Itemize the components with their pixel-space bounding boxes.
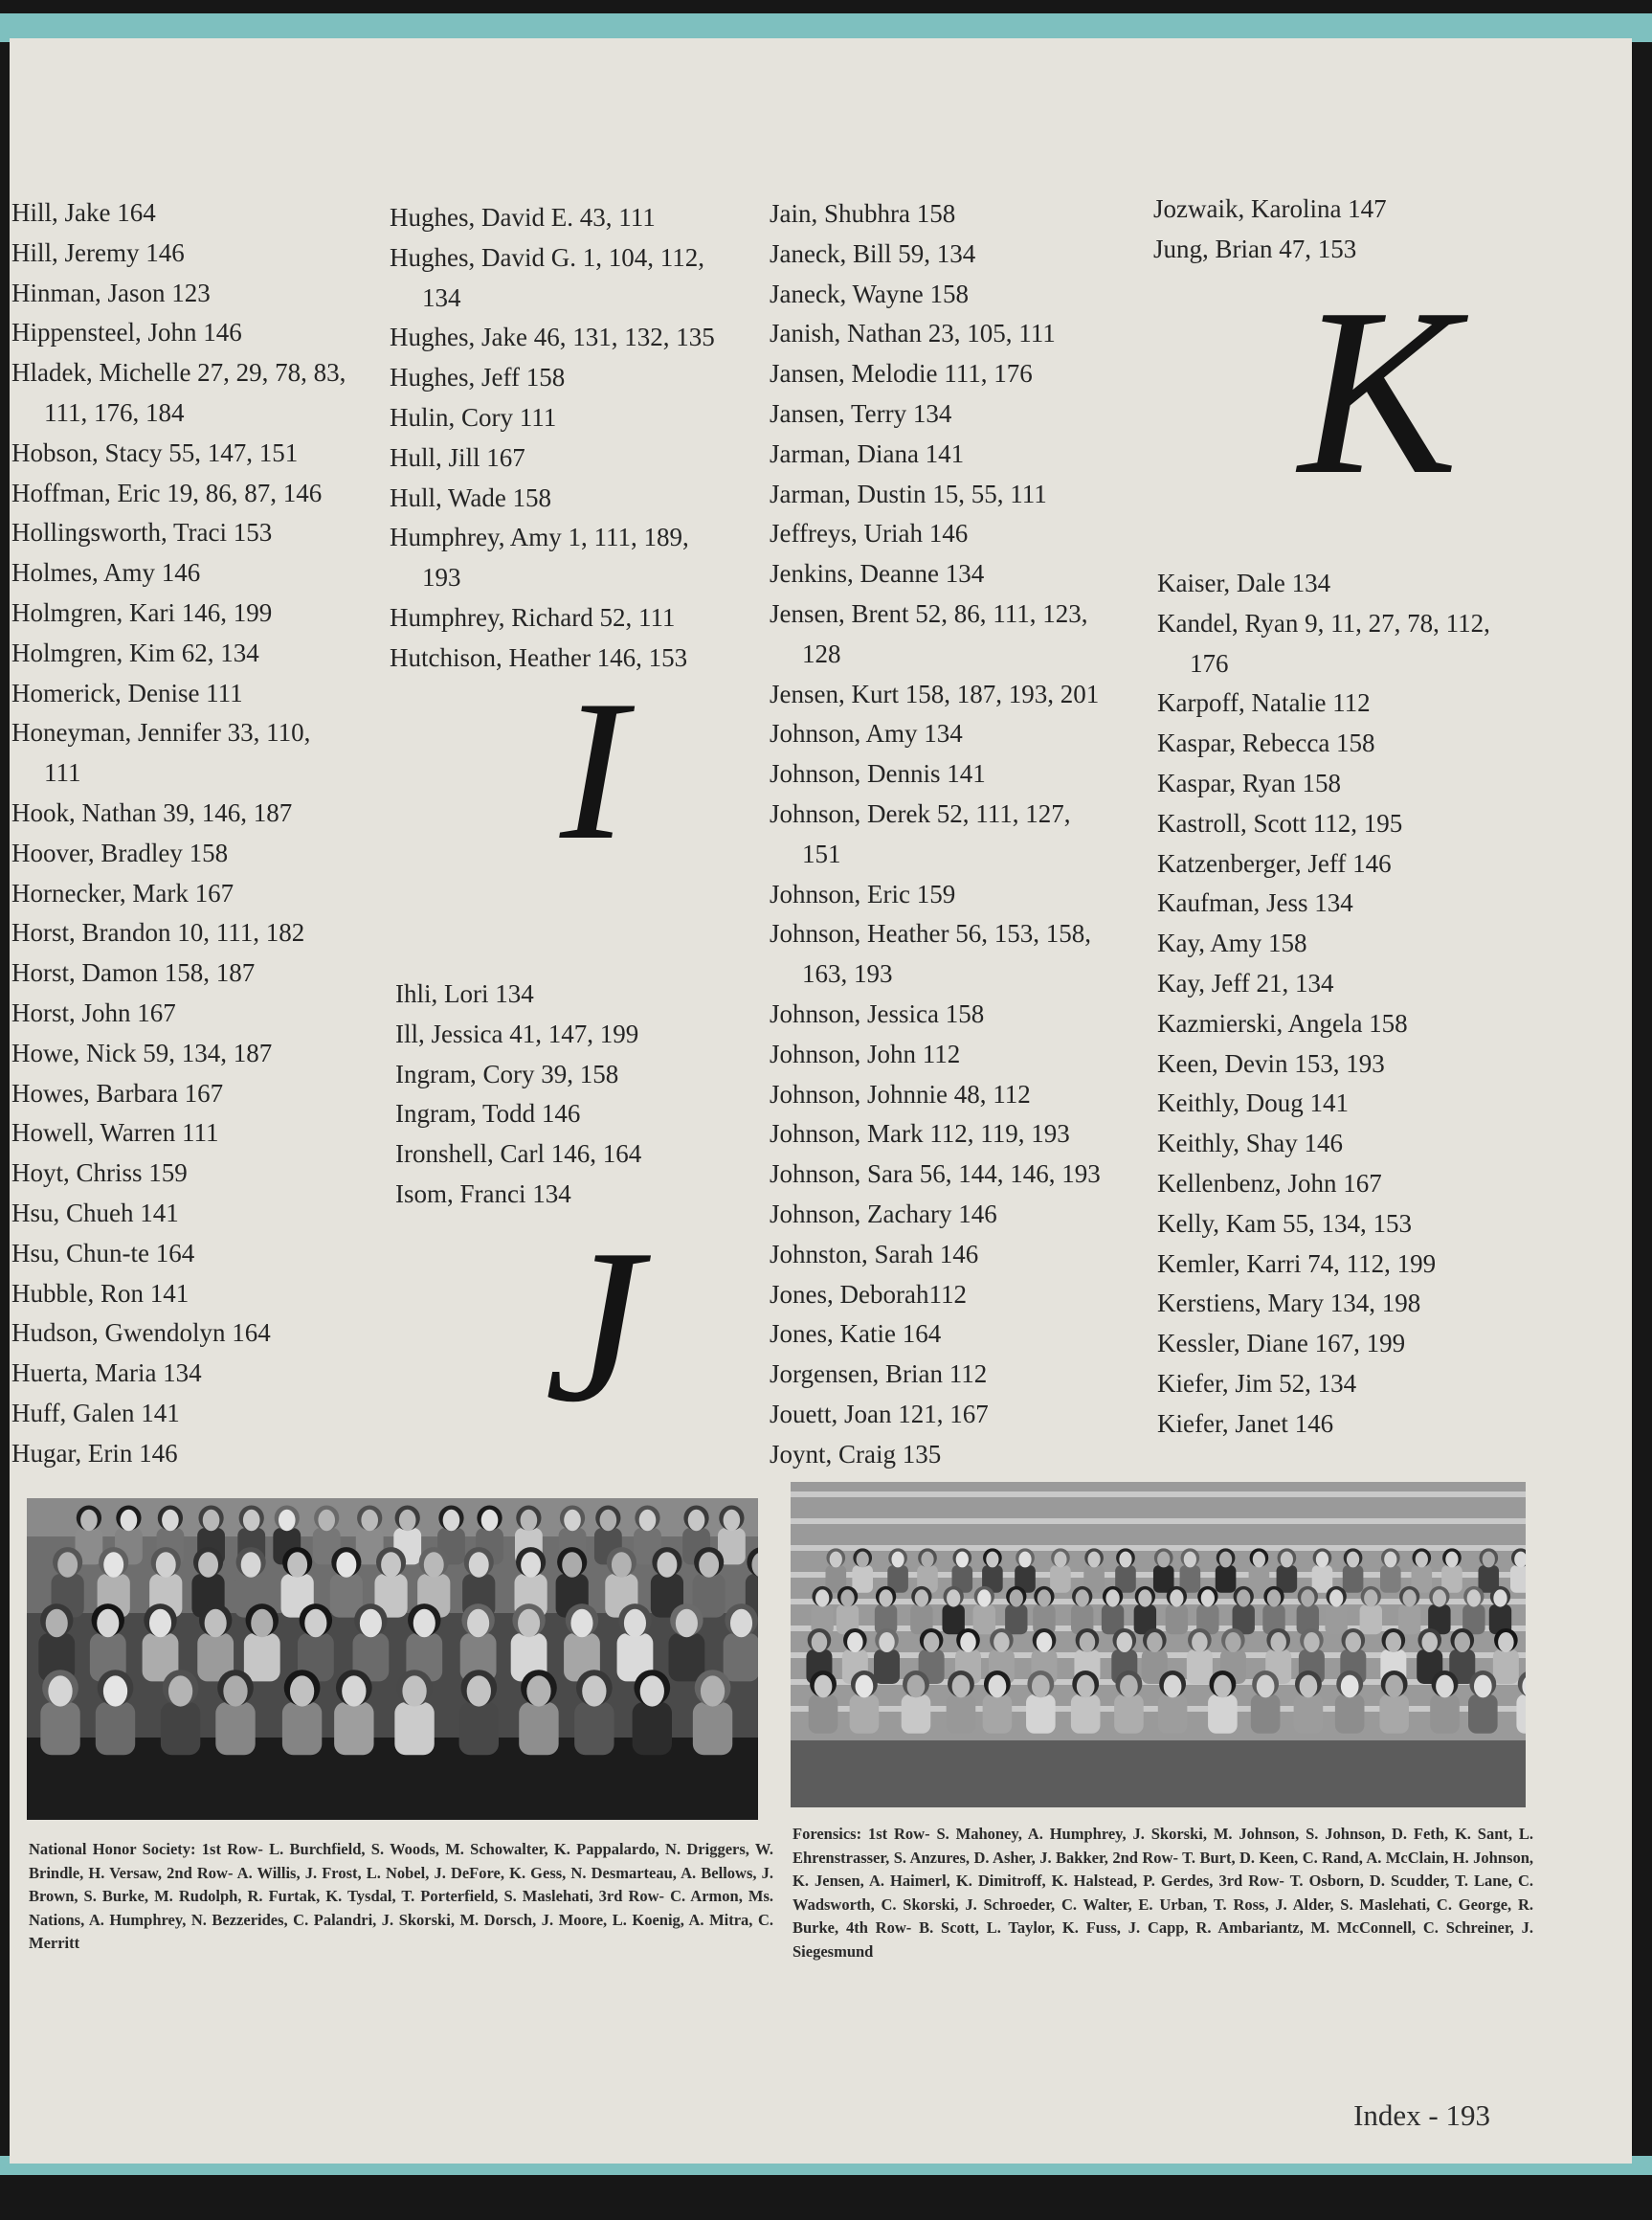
forensics-photo (791, 1482, 1526, 1807)
index-entry-text: Jansen, Melodie 111, 176 (770, 359, 1033, 389)
index-entry-text: Kellenbenz, John 167 (1157, 1168, 1382, 1198)
caption-lead: Forensics: (793, 1825, 862, 1843)
index-entry-text: Hsu, Chun-te 164 (11, 1238, 195, 1267)
index-entry (11, 1313, 346, 1354)
index-entry-text: Hook, Nathan 39, 146, 187 (11, 797, 293, 827)
index-entry-text: Horst, John 167 (11, 998, 176, 1027)
index-entry (770, 275, 1101, 315)
index-entry-text: Howe, Nick 59, 134, 187 (11, 1038, 273, 1067)
index-entry (1157, 1324, 1490, 1364)
index-entry-text: Janeck, Wayne 158 (770, 279, 970, 308)
index-entry-text: Hollingsworth, Traci 153 (11, 518, 273, 548)
index-entry (11, 1274, 346, 1314)
index-entry-continuation: 151 (802, 839, 841, 868)
national-honor-society-photo (27, 1498, 758, 1820)
index-entry (1157, 1124, 1490, 1164)
index-entry-text: Johnson, Derek 52, 111, 127, (770, 798, 1071, 828)
index-column-i (395, 975, 641, 1215)
index-entry-text: Jensen, Brent 52, 86, 111, 123, (770, 598, 1088, 628)
index-entry (770, 1155, 1101, 1195)
index-entry (1157, 1044, 1490, 1085)
index-entry-text: Huerta, Maria 134 (11, 1358, 202, 1388)
index-entry-text: Jansen, Terry 134 (770, 398, 952, 428)
index-entry-text: Humphrey, Richard 52, 111 (390, 602, 676, 632)
index-entry-text: Hull, Jill 167 (390, 442, 525, 472)
index-entry-text: Hill, Jake 164 (11, 198, 156, 227)
index-entry (1157, 564, 1490, 604)
index-entry-text: Janeck, Bill 59, 134 (770, 238, 976, 268)
index-column-h-continued (390, 198, 715, 679)
index-entry (770, 1195, 1101, 1235)
index-entry-text: Ingram, Todd 146 (395, 1099, 581, 1129)
index-entry (390, 518, 715, 598)
index-entry (1157, 1084, 1490, 1124)
index-entry (770, 1035, 1101, 1075)
index-entry-text: Kazmierski, Angela 158 (1157, 1008, 1408, 1038)
index-entry-continuation: 193 (422, 563, 461, 593)
index-entry (770, 514, 1101, 554)
index-entry (11, 474, 346, 514)
index-column-j-continued (1153, 190, 1387, 270)
index-entry (395, 1015, 641, 1055)
index-entry-text: Hinman, Jason 123 (11, 278, 211, 307)
index-entry (11, 994, 346, 1034)
index-entry (11, 313, 346, 353)
index-entry-continuation: 111 (44, 758, 81, 788)
index-entry (770, 435, 1101, 475)
index-entry-text: Hutchison, Heather 146, 153 (390, 642, 688, 672)
index-entry (11, 1354, 346, 1394)
index-entry-text: Hornecker, Mark 167 (11, 878, 234, 908)
index-entry-text: Jarman, Dustin 15, 55, 111 (770, 479, 1047, 508)
index-entry-continuation: 134 (422, 282, 461, 312)
index-entry (770, 754, 1101, 795)
index-entry-text: Homerick, Denise 111 (11, 678, 243, 707)
index-entry (11, 513, 346, 553)
index-entry-text: Johnson, Zachary 146 (770, 1199, 997, 1228)
index-entry-text: Janish, Nathan 23, 105, 111 (770, 319, 1056, 348)
index-entry (390, 318, 715, 358)
index-entry (1157, 844, 1490, 885)
index-entry (1157, 604, 1490, 684)
index-entry-text: Hoover, Bradley 158 (11, 838, 229, 867)
index-entry (770, 1275, 1101, 1315)
index-entry (11, 794, 346, 834)
index-entry (11, 874, 346, 914)
index-column-h (11, 193, 346, 1474)
index-entry-text: Johnston, Sarah 146 (770, 1239, 979, 1268)
index-entry (770, 714, 1101, 754)
index-entry (390, 438, 715, 479)
index-entry-text: Jensen, Kurt 158, 187, 193, 201 (770, 679, 1100, 708)
caption-lead: National Honor Society: (29, 1840, 196, 1858)
index-entry (390, 198, 715, 238)
index-entry-text: Hulin, Cory 111 (390, 402, 557, 432)
section-letter-j: J (544, 1203, 643, 1447)
index-entry-text: Johnson, Amy 134 (770, 719, 963, 749)
index-entry (770, 354, 1101, 394)
index-entry-text: Jones, Katie 164 (770, 1319, 942, 1349)
index-entry (11, 634, 346, 674)
index-entry-text: Hsu, Chueh 141 (11, 1198, 179, 1227)
index-entry-text: Hippensteel, John 146 (11, 318, 242, 348)
index-entry (11, 1113, 346, 1154)
index-entry (1157, 1204, 1490, 1245)
index-entry (770, 1114, 1101, 1155)
index-entry (1157, 884, 1490, 924)
index-entry (11, 1154, 346, 1194)
index-entry-text: Kay, Amy 158 (1157, 929, 1307, 958)
index-entry (1157, 1404, 1490, 1445)
index-entry-continuation: 163, 193 (802, 959, 893, 989)
index-entry (11, 434, 346, 474)
index-entry (1157, 1004, 1490, 1044)
index-entry-text: Holmgren, Kari 146, 199 (11, 597, 273, 627)
index-entry (11, 1074, 346, 1114)
index-entry-text: Howell, Warren 111 (11, 1118, 219, 1148)
caption-body: 1st Row- S. Mahoney, A. Humphrey, J. Skorski, M. Johnson, S. Johnson, D. Feth, K. Sant, L. Ehrenstrasser, S. Anzures, D. Asher, J. Bakker, 2nd Row- T. Burt, D. Keen, C. Rand, A. McClain, H. Johnson, K. Jensen, A. Haimerl, K. Dimitroff, K. Halstead, P. Gerdes, 3rd Row- T. Osborn, D. Scudder, T. Lane, C. Wadsworth, C. Skorski, J. Schroeder, C. Walter, E. Urban, T. Ross, J. Alder, S. Maslehati, C. George, R. Burke, 4th Row- B. Scott, L. Taylor, K. Fuss, J. Capp, R. Ambariantz, M. McConnell, C. Schreiner, J. Siegesmund (793, 1825, 1533, 1961)
page-folio: Index - 193 (1353, 2098, 1490, 2132)
index-entry (1157, 924, 1490, 964)
index-entry (770, 554, 1101, 594)
index-entry (390, 398, 715, 438)
index-entry-text: Hughes, David G. 1, 104, 112, (390, 242, 704, 272)
index-entry-text: Kandel, Ryan 9, 11, 27, 78, 112, (1157, 608, 1490, 638)
index-entry (11, 953, 346, 994)
national-honor-society-caption (29, 1838, 773, 1956)
index-entry (390, 598, 715, 639)
yearbook-page (10, 38, 1632, 2164)
index-entry (11, 274, 346, 314)
index-entry-text: Howes, Barbara 167 (11, 1078, 224, 1108)
index-entry-text: Johnson, Sara 56, 144, 146, 193 (770, 1159, 1101, 1189)
index-entry (11, 1434, 346, 1474)
index-entry (395, 975, 641, 1015)
index-entry-text: Jorgensen, Brian 112 (770, 1359, 988, 1389)
index-entry-text: Johnson, Heather 56, 153, 158, (770, 919, 1091, 949)
index-entry-text: Jung, Brian 47, 153 (1153, 234, 1357, 263)
index-entry (1157, 1284, 1490, 1324)
index-entry (770, 235, 1101, 275)
index-entry (395, 1094, 641, 1134)
index-entry (1157, 1245, 1490, 1285)
index-entry-text: Keen, Devin 153, 193 (1157, 1048, 1385, 1078)
index-entry-text: Kaspar, Rebecca 158 (1157, 729, 1375, 758)
index-entry-text: Hoffman, Eric 19, 86, 87, 146 (11, 478, 323, 507)
index-entry-text: Horst, Damon 158, 187 (11, 958, 256, 988)
index-entry (11, 713, 346, 794)
index-entry-text: Isom, Franci 134 (395, 1178, 571, 1208)
index-entry-text: Kay, Jeff 21, 134 (1157, 968, 1334, 998)
index-entry (770, 394, 1101, 435)
index-entry (770, 1435, 1101, 1475)
index-entry-text: Johnson, Jessica 158 (770, 998, 985, 1028)
index-entry-text: Hughes, Jake 46, 131, 132, 135 (390, 323, 715, 352)
index-entry-continuation: 176 (1190, 648, 1229, 678)
index-entry-text: Jouett, Joan 121, 167 (770, 1399, 989, 1428)
index-entry (770, 1355, 1101, 1395)
index-entry (11, 553, 346, 594)
index-entry (11, 913, 346, 953)
index-entry-text: Hull, Wade 158 (390, 482, 552, 512)
index-entry (1153, 190, 1387, 230)
index-entry-text: Hudson, Gwendolyn 164 (11, 1318, 271, 1348)
caption-body: 1st Row- L. Burchfield, S. Woods, M. Schowalter, K. Pappalardo, N. Driggers, W. Brindle, H. Versaw, 2nd Row- A. Willis, J. Frost, L. Nobel, J. DeFore, K. Gess, N. Desmarteau, A. Bellows, J. Brown, S. Burke, M. Rudolph, R. Furtak, K. Tysdal, T. Porterfield, S. Maslehati, 3rd Row- C. Armon, Ms. Nations, A. Humphrey, N. Bezzerides, C. Palandri, J. Skorski, M. Dorsch, J. Moore, L. Koenig, A. Mitra, C. Merritt (29, 1840, 773, 1952)
index-entry-text: Hughes, Jeff 158 (390, 363, 566, 392)
index-entry (770, 475, 1101, 515)
index-entry (770, 1075, 1101, 1115)
index-entry-text: Joynt, Craig 135 (770, 1439, 942, 1469)
index-entry (390, 238, 715, 319)
index-entry-text: Jarman, Diana 141 (770, 438, 965, 468)
index-entry-text: Kastroll, Scott 112, 195 (1157, 808, 1403, 838)
index-entry-continuation: 111, 176, 184 (44, 397, 185, 427)
index-entry-text: Keithly, Doug 141 (1157, 1088, 1349, 1118)
index-entry (1157, 724, 1490, 764)
index-entry-text: Jozwaik, Karolina 147 (1153, 194, 1387, 223)
index-entry (11, 1394, 346, 1434)
index-entry (1157, 804, 1490, 844)
index-entry (770, 914, 1101, 995)
index-entry-text: Kaufman, Jess 134 (1157, 888, 1353, 918)
index-entry-text: Ironshell, Carl 146, 164 (395, 1139, 642, 1169)
index-entry (11, 834, 346, 874)
index-entry (1157, 1164, 1490, 1204)
index-entry-text: Jain, Shubhra 158 (770, 199, 956, 228)
index-entry-text: Hill, Jeremy 146 (11, 237, 185, 267)
index-entry-text: Johnson, Johnnie 48, 112 (770, 1079, 1031, 1109)
index-entry-text: Hugar, Erin 146 (11, 1438, 178, 1468)
index-entry (11, 193, 346, 234)
index-entry-text: Kiefer, Janet 146 (1157, 1408, 1334, 1438)
index-column-j (770, 194, 1101, 1475)
index-entry (770, 1395, 1101, 1435)
section-letter-i: I (560, 660, 627, 882)
index-entry (770, 675, 1101, 715)
index-entry-text: Hoyt, Chriss 159 (11, 1158, 188, 1188)
index-entry (770, 194, 1101, 235)
index-entry-text: Humphrey, Amy 1, 111, 189, (390, 523, 689, 552)
index-column-k (1157, 564, 1490, 1445)
index-entry-text: Karpoff, Natalie 112 (1157, 688, 1371, 718)
index-entry (1157, 684, 1490, 724)
index-entry-text: Hladek, Michelle 27, 29, 78, 83, (11, 358, 346, 388)
index-entry (395, 1055, 641, 1095)
index-entry (770, 1235, 1101, 1275)
index-entry-text: Jones, Deborah112 (770, 1279, 967, 1309)
index-entry (11, 1234, 346, 1274)
index-entry (11, 674, 346, 714)
index-entry-text: Holmes, Amy 146 (11, 558, 201, 588)
index-entry-text: Kiefer, Jim 52, 134 (1157, 1368, 1357, 1398)
index-entry (11, 353, 346, 434)
index-entry (770, 875, 1101, 915)
index-entry-text: Johnson, Eric 159 (770, 879, 956, 908)
index-entry-text: Keithly, Shay 146 (1157, 1129, 1343, 1158)
index-entry-text: Kelly, Kam 55, 134, 153 (1157, 1208, 1412, 1238)
index-entry-text: Jenkins, Deanne 134 (770, 559, 985, 589)
index-entry (11, 1194, 346, 1234)
index-entry-text: Johnson, Dennis 141 (770, 759, 986, 789)
index-entry-text: Kaspar, Ryan 158 (1157, 768, 1342, 797)
index-entry-text: Honeyman, Jennifer 33, 110, (11, 718, 311, 748)
index-entry (1157, 1364, 1490, 1404)
index-entry-text: Kaiser, Dale 134 (1157, 569, 1331, 597)
index-entry-text: Katzenberger, Jeff 146 (1157, 848, 1392, 878)
index-entry (1157, 764, 1490, 804)
index-entry (390, 479, 715, 519)
index-entry (1157, 964, 1490, 1004)
index-entry-text: Jeffreys, Uriah 146 (770, 519, 969, 549)
index-entry-text: Ingram, Cory 39, 158 (395, 1059, 619, 1088)
index-entry-text: Kessler, Diane 167, 199 (1157, 1329, 1406, 1358)
index-entry-text: Kerstiens, Mary 134, 198 (1157, 1289, 1421, 1318)
index-entry (770, 995, 1101, 1035)
index-entry (770, 795, 1101, 875)
index-entry-text: Hubble, Ron 141 (11, 1278, 190, 1308)
index-entry-text: Kemler, Karri 74, 112, 199 (1157, 1248, 1437, 1278)
index-entry (770, 1314, 1101, 1355)
index-entry (11, 1034, 346, 1074)
index-entry-text: Johnson, John 112 (770, 1039, 961, 1068)
index-entry-text: Hughes, David E. 43, 111 (390, 203, 656, 232)
index-entry-text: Johnson, Mark 112, 119, 193 (770, 1119, 1070, 1149)
index-entry-text: Hobson, Stacy 55, 147, 151 (11, 437, 299, 467)
index-entry-text: Ill, Jessica 41, 147, 199 (395, 1019, 639, 1048)
index-entry (395, 1134, 641, 1175)
index-entry (11, 594, 346, 634)
index-entry-text: Huff, Galen 141 (11, 1398, 180, 1427)
index-entry-continuation: 128 (802, 639, 841, 668)
index-entry (770, 594, 1101, 675)
index-entry-text: Horst, Brandon 10, 111, 182 (11, 918, 305, 948)
index-entry-text: Ihli, Lori 134 (395, 979, 534, 1008)
index-entry (390, 358, 715, 398)
forensics-caption (793, 1823, 1533, 1963)
index-entry (770, 314, 1101, 354)
index-entry (11, 234, 346, 274)
section-letter-k: K (1298, 259, 1459, 525)
index-entry-text: Holmgren, Kim 62, 134 (11, 638, 259, 667)
